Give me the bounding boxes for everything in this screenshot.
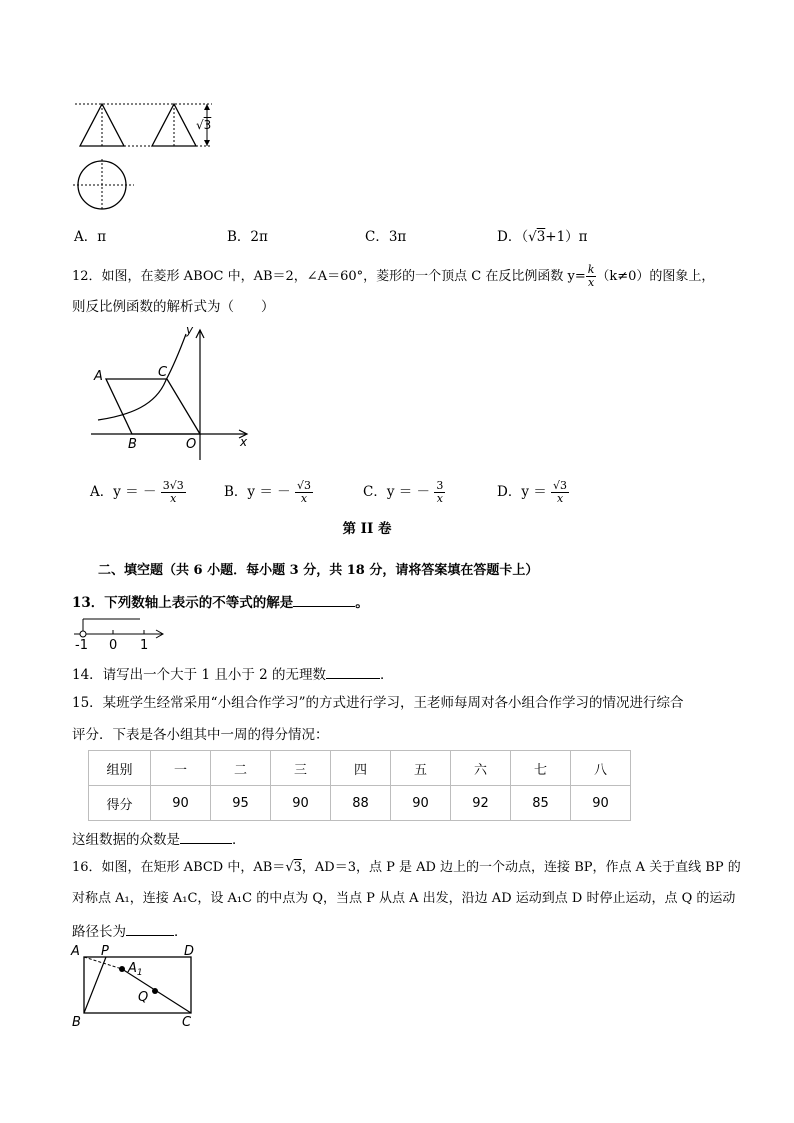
q13-open-point — [80, 631, 86, 637]
q16-label-A: A — [71, 944, 80, 959]
q16-stem-line2: 对称点 A₁，连接 A₁C，设 A₁C 的中点为 Q，当点 P 从点 A 出发，沿边 AD 运动到点 D 时停止运动，点 Q 的运动 — [72, 891, 736, 906]
q12-rhombus — [106, 379, 200, 434]
q16-label-A1: $A_1$ — [128, 961, 143, 978]
q16-answer-blank[interactable] — [126, 921, 174, 936]
q13-answer-blank[interactable] — [293, 592, 355, 607]
q15-score-table — [88, 750, 631, 821]
q15-stem-line3: 这组数据的众数是 ． — [72, 829, 246, 849]
q12-label-x: x — [240, 435, 248, 449]
table-cell: 一 — [151, 751, 211, 786]
q12-stem-line2: 则反比例函数的解析式为（ ） — [72, 299, 275, 315]
table-cell: 五 — [391, 751, 451, 786]
q12-label-C: C — [158, 365, 168, 380]
q15-stem-line2: 评分．下表是各小组其中一周的得分情况： — [72, 727, 329, 743]
section-heading: 二、填空题（共 6 小题．每小题 3 分，共 18 分，请将答案填在答题卡上） — [98, 563, 539, 578]
table-cell: 92 — [451, 786, 511, 821]
q16-point-A1 — [119, 966, 125, 972]
table-cell: 三 — [271, 751, 331, 786]
table-cell: 95 — [211, 786, 271, 821]
svg-text:0: 0 — [109, 638, 118, 653]
q12-option-a[interactable]: A．y ＝ － $\frac{3√3}{x}$ — [90, 479, 184, 505]
table-cell: 90 — [391, 786, 451, 821]
q13-stem: 13．下列数轴上表示的不等式的解是 。 — [72, 592, 369, 612]
q16-point-Q — [152, 988, 158, 994]
table-cell: 八 — [571, 751, 631, 786]
q14-answer-blank[interactable] — [326, 664, 380, 679]
q12-figure — [86, 320, 256, 470]
table-cell: 90 — [271, 786, 331, 821]
q12-option-b[interactable]: B．y ＝ － $\frac{√3}{x}$ — [224, 479, 311, 505]
q16-segment-BP — [84, 957, 106, 1013]
table-cell: 六 — [451, 751, 511, 786]
q12-option-d[interactable]: D．y ＝ $\frac{√3}{x}$ — [497, 479, 568, 505]
q11-sqrt3-label: √3 — [196, 118, 212, 132]
table-cell: 四 — [331, 751, 391, 786]
table-row — [89, 786, 631, 821]
svg-text:-1: -1 — [75, 638, 88, 653]
q16-label-B: B — [72, 1015, 81, 1030]
table-cell: 90 — [571, 786, 631, 821]
q16-label-P: P — [101, 944, 109, 959]
svg-text:1: 1 — [140, 638, 149, 653]
table-cell: 七 — [511, 751, 571, 786]
q16-stem-line1: 16．如图，在矩形 ABCD 中，AB＝√3，AD＝3，点 P 是 AD 边上的一个动点，连接 BP，作点 A 关于直线 BP 的 — [72, 860, 741, 875]
q15-stem-line1: 15．某班学生经常采用“小组合作学习”的方式进行学习，王老师每周对各小组合作学习的情况进行综合 — [72, 695, 684, 711]
q12-stem-line1: 12．如图，在菱形 ABOC 中，AB＝2，∠A＝60°，菱形的一个顶点 C 在反比例函数 y= $\frac{k}{x}$ （k≠0）的图象上， — [72, 263, 715, 289]
q12-option-c[interactable]: C．y ＝ － $\frac{3}{x}$ — [363, 479, 444, 505]
q12-label-y: y — [186, 323, 194, 337]
table-cell: 二 — [211, 751, 271, 786]
q11-option-b[interactable]: B．2π — [227, 229, 268, 245]
q12-label-A: A — [94, 369, 103, 384]
q14-stem: 14．请写出一个大于 1 且小于 2 的无理数 ． — [72, 664, 394, 684]
q11-option-a[interactable]: A．π — [74, 229, 107, 245]
q12-label-B: B — [128, 437, 137, 452]
table-header-cell: 得分 — [89, 786, 151, 821]
table-cell: 85 — [511, 786, 571, 821]
q16-figure — [68, 942, 208, 1032]
table-row — [89, 751, 631, 786]
q12-label-O: O — [186, 437, 197, 452]
q16-label-C: C — [182, 1015, 192, 1030]
q11-option-c[interactable]: C．3π — [365, 229, 407, 245]
table-cell: 90 — [151, 786, 211, 821]
q11-option-d[interactable]: D．（√3+1）π — [497, 229, 588, 245]
q15-answer-blank[interactable] — [180, 829, 232, 844]
q16-label-Q: Q — [138, 990, 149, 1005]
table-header-cell: 组别 — [89, 751, 151, 786]
table-cell: 88 — [331, 786, 391, 821]
q12-hyperbola — [98, 334, 186, 420]
q11-figure — [70, 98, 220, 216]
q16-label-D: D — [184, 944, 195, 959]
q16-stem-line3: 路径长为 ． — [72, 921, 188, 941]
q13-number-line — [70, 614, 170, 654]
volume-title: 第 II 卷 — [342, 521, 392, 537]
